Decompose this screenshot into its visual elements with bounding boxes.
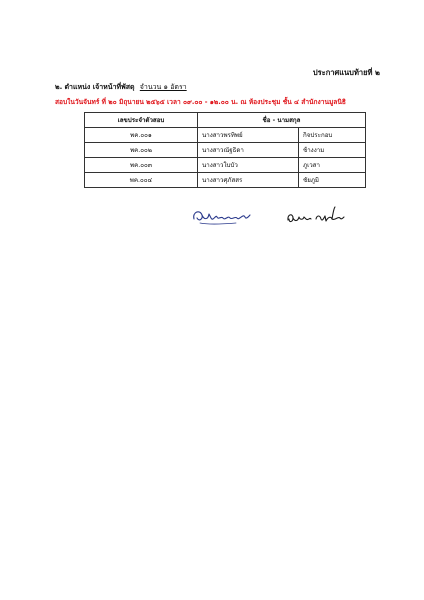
cell-last-name: ช้างงาม xyxy=(299,143,366,158)
cell-exam-id: พค.๐๐๓ xyxy=(85,158,198,173)
cell-exam-id: พค.๐๐๔ xyxy=(85,173,198,188)
annex-label: ประกาศแนบท้ายที่ ๒ xyxy=(312,68,380,77)
cell-first-name: นางสาวศุภัสสร xyxy=(198,173,299,188)
position-quantity: จำนวน ๑ อัตรา xyxy=(139,83,187,91)
cell-first-name: นางสาวณัฐธิดา xyxy=(198,143,299,158)
cell-first-name: นางสาวใบบัว xyxy=(198,158,299,173)
candidate-table xyxy=(84,112,366,188)
position-title: ตำแหน่ง เจ้าหน้าที่พัสดุ xyxy=(64,83,135,91)
cell-last-name: กิจประกอบ xyxy=(299,128,366,143)
position-number: ๒. xyxy=(55,83,63,91)
cell-last-name: ภูเวสา xyxy=(299,158,366,173)
table-row xyxy=(85,158,366,173)
cell-first-name: นางสาวพรทิพย์ xyxy=(198,128,299,143)
cell-exam-id: พค.๐๐๒ xyxy=(85,143,198,158)
table-row xyxy=(85,128,366,143)
cell-exam-id: พค.๐๐๑ xyxy=(85,128,198,143)
signature-right xyxy=(284,204,346,230)
signature-left xyxy=(190,204,252,228)
header-name: ชื่อ - นามสกุล xyxy=(198,113,366,128)
exam-schedule: สอบในวันจันทร์ ที่ ๒๐ มิถุนายน ๒๕๖๕ เวลา ๐๙.๐๐ - ๑๒.๐๐ น. ณ ห้องประชุม ชั้น ๔ สำนักงานมูลนิธิ xyxy=(55,98,346,106)
position-heading xyxy=(55,82,187,93)
table-header-row xyxy=(85,113,366,128)
table-row xyxy=(85,173,366,188)
header-exam-id: เลขประจำตัวสอบ xyxy=(85,113,198,128)
table-row xyxy=(85,143,366,158)
cell-last-name: ชัยภูมิ xyxy=(299,173,366,188)
